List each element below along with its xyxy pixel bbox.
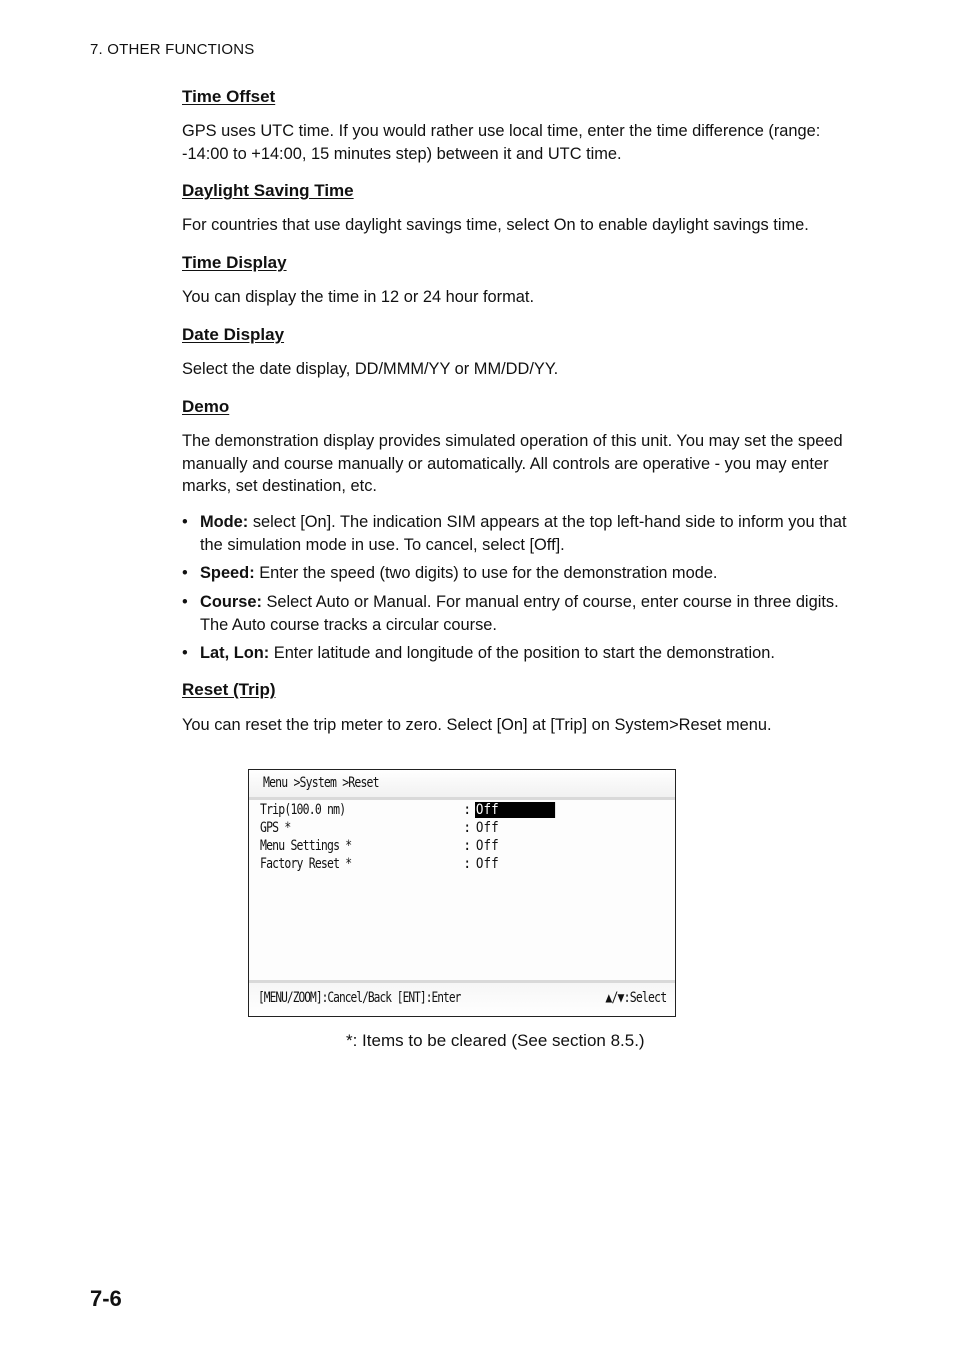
- heading-date-display: Date Display: [182, 325, 285, 344]
- bullet-text: select [On]. The indication SIM appears at the top left-hand side to inform you that the simulation mode in use. To cancel, select [Off].: [200, 513, 847, 554]
- paragraph-daylight-saving: For countries that use daylight savings time, select On to enable daylight savings time.: [182, 216, 809, 234]
- menu-row-menu-settings[interactable]: [249, 838, 675, 856]
- footer-select-guide: ▲/▼:Select: [605, 990, 666, 1006]
- menu-row-label: Factory Reset *: [260, 856, 352, 872]
- bullet-term: Speed:: [200, 564, 255, 582]
- screen-footer: [249, 980, 675, 1016]
- menu-row-label: GPS *: [260, 820, 291, 836]
- page-number: 7-6: [90, 1286, 122, 1311]
- demo-bullet-list: [182, 511, 847, 671]
- menu-row-value[interactable]: Off: [475, 856, 499, 872]
- menu-row-label: Menu Settings *: [260, 838, 352, 854]
- paragraph-time-offset: GPS uses UTC time. If you would rather use local time, enter the time difference (range: -14:00 to +14:00, 15 minutes step) between it and UTC time.: [182, 122, 821, 163]
- bullet-text: Enter latitude and longitude of the position to start the demonstration.: [269, 644, 775, 662]
- menu-row-value[interactable]: Off: [475, 838, 499, 854]
- menu-row-colon: :: [463, 802, 472, 818]
- heading-reset-trip: Reset (Trip): [182, 680, 276, 699]
- paragraph-demo: The demonstration display provides simulated operation of this unit. You may set the speed manually and course manually or automatically. All controls are operative - you may enter marks, set destination, etc.: [182, 432, 843, 495]
- menu-row-colon: :: [463, 820, 472, 836]
- screen-title-bar: [249, 770, 675, 800]
- heading-time-offset: Time Offset: [182, 87, 276, 106]
- menu-row-colon: :: [463, 856, 472, 872]
- figure-caption: *: Items to be cleared (See section 8.5.): [346, 1031, 645, 1050]
- paragraph-reset-trip: You can reset the trip meter to zero. Select [On] at [Trip] on System>Reset menu.: [182, 716, 772, 734]
- bullet-mode: [182, 511, 847, 562]
- bullet-term: Mode:: [200, 513, 249, 531]
- bullet-text: Select Auto or Manual. For manual entry of course, enter course in three digits. The Auto course tracks a circular course.: [200, 593, 839, 634]
- bullet-term: Lat, Lon:: [200, 644, 270, 662]
- menu-row-factory-reset[interactable]: [249, 856, 675, 874]
- footer-key-guide: [MENU/ZOOM]:Cancel/Back [ENT]:Enter: [258, 990, 461, 1006]
- heading-demo: Demo: [182, 397, 230, 416]
- menu-row-gps[interactable]: [249, 820, 675, 838]
- menu-row-colon: :: [463, 838, 472, 854]
- menu-row-value[interactable]: Off: [475, 820, 499, 836]
- menu-row-value-selected[interactable]: Off: [475, 802, 555, 818]
- paragraph-date-display: Select the date display, DD/MMM/YY or MM/DD/YY.: [182, 360, 559, 378]
- bullet-course: [182, 591, 847, 642]
- menu-row-trip[interactable]: [249, 802, 675, 820]
- heading-daylight-saving: Daylight Saving Time: [182, 181, 354, 200]
- reset-menu-screen: [248, 769, 676, 1017]
- menu-row-label: Trip(100.0 nm): [260, 802, 346, 818]
- bullet-term: Course:: [200, 593, 262, 611]
- bullet-text: Enter the speed (two digits) to use for the demonstration mode.: [254, 564, 718, 582]
- running-head: 7. OTHER FUNCTIONS: [90, 41, 255, 58]
- screen-breadcrumb: Menu >System >Reset: [263, 775, 379, 791]
- heading-time-display: Time Display: [182, 253, 287, 272]
- bullet-speed: [182, 562, 847, 591]
- bullet-lat-lon: [182, 642, 847, 671]
- paragraph-time-display: You can display the time in 12 or 24 hour format.: [182, 288, 534, 306]
